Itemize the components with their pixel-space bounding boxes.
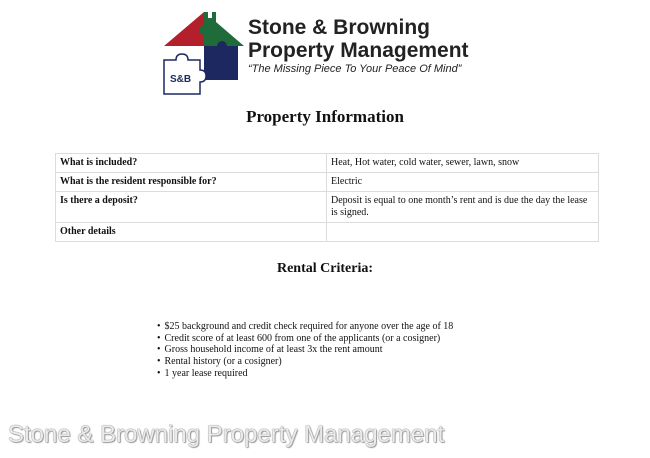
row-question: What is included? bbox=[56, 154, 327, 173]
row-answer: Electric bbox=[327, 173, 599, 192]
watermark: Stone & Browning Property Management bbox=[8, 421, 445, 448]
rental-criteria-list bbox=[157, 321, 453, 380]
logo-monogram: S&B bbox=[170, 74, 192, 85]
list-item: • 1 year lease required bbox=[157, 368, 453, 380]
list-item: • $25 background and credit check required for anyone over the age of 18 bbox=[157, 321, 453, 333]
company-name bbox=[248, 16, 498, 62]
row-question: Other details bbox=[56, 223, 327, 242]
property-info-table bbox=[55, 153, 599, 242]
row-question: Is there a deposit? bbox=[56, 192, 327, 223]
list-item: • Credit score of at least 600 from one of the applicants (or a cosigner) bbox=[157, 333, 453, 345]
row-answer: Deposit is equal to one month’s rent and is due the day the lease is signed. bbox=[327, 192, 599, 223]
list-item: • Rental history (or a cosigner) bbox=[157, 356, 453, 368]
tagline: “The Missing Piece To Your Peace Of Mind” bbox=[248, 63, 462, 75]
table-row bbox=[56, 223, 599, 242]
list-item: • Gross household income of at least 3x the rent amount bbox=[157, 344, 453, 356]
company-logo bbox=[160, 8, 490, 98]
company-name-line-1: Stone & Browning bbox=[248, 16, 430, 39]
row-answer: Heat, Hot water, cold water, sewer, lawn, snow bbox=[327, 154, 599, 173]
page-title: Property Information bbox=[246, 107, 404, 126]
table-row bbox=[56, 192, 599, 223]
company-name-line-2: Property Management bbox=[248, 39, 469, 62]
rental-criteria-heading: Rental Criteria: bbox=[276, 261, 374, 276]
row-answer bbox=[327, 223, 599, 242]
table-row bbox=[56, 154, 599, 173]
house-puzzle-icon bbox=[160, 8, 250, 98]
table-row bbox=[56, 173, 599, 192]
row-question: What is the resident responsible for? bbox=[56, 173, 327, 192]
